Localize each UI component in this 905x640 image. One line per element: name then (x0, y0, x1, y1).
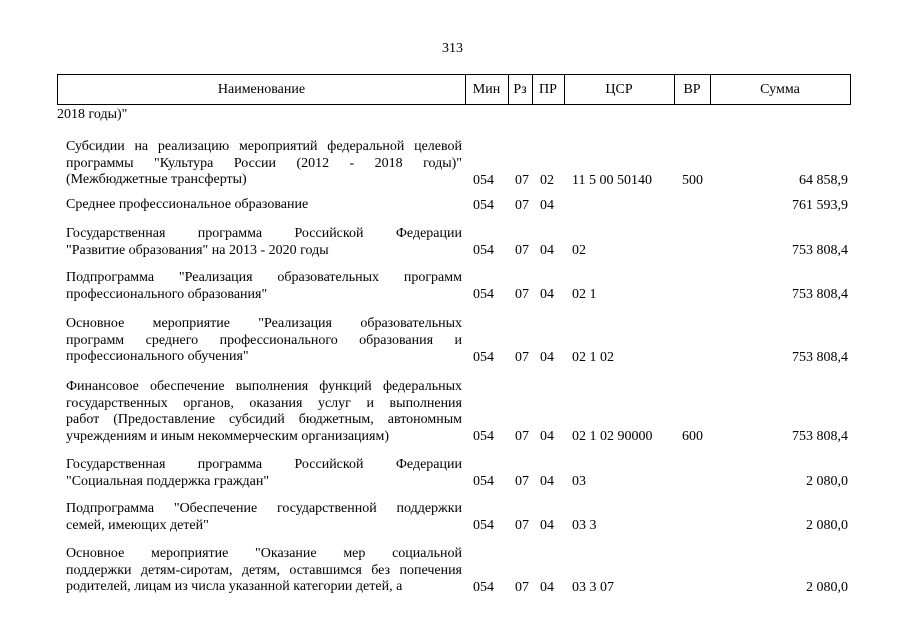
row-name-line: государственных органов, оказания услуг и выполнения (66, 395, 462, 411)
row-rz: 07 (515, 474, 529, 490)
row-min: 054 (473, 243, 494, 259)
row-name-line: "Социальная поддержка граждан" (66, 473, 270, 489)
row-name-line: Основное мероприятие "Реализация образовательных (66, 316, 462, 331)
row-csr: 02 (572, 243, 586, 259)
row-pr: 04 (540, 579, 554, 595)
row-vr: 600 (682, 429, 703, 445)
row-rz: 07 (515, 579, 529, 595)
row-name-line: Государственная программа Российской Федерации (66, 226, 462, 241)
row-rz: 07 (515, 243, 529, 259)
row-name-line: Среднее профессиональное образование (66, 197, 309, 212)
row-sum: 2 080,0 (806, 579, 848, 595)
row-csr: 02 1 02 (572, 349, 614, 365)
row-name (66, 379, 462, 445)
row-name-line: Финансовое обеспечение выполнения функций федеральных (66, 379, 462, 394)
row-min: 054 (473, 518, 494, 534)
row-name-line: работ (Предоставление субсидий бюджетным, автономным (66, 412, 462, 428)
row-name (66, 139, 462, 189)
row-sum: 753 808,4 (792, 349, 848, 365)
row-rz: 07 (515, 518, 529, 534)
row-name-line: профессионального обучения" (66, 349, 249, 365)
row-name-line: Основное мероприятие "Оказание мер социальной (66, 546, 462, 561)
row-pr: 04 (540, 349, 554, 365)
carryover-text: 2018 годы)" (57, 107, 128, 122)
row-csr: 03 (572, 474, 586, 490)
header-pr: ПР (539, 82, 557, 97)
row-sum: 753 808,4 (792, 429, 848, 445)
header-name: Наименование (217, 82, 306, 97)
row-min: 054 (473, 197, 494, 213)
row-name (66, 270, 462, 303)
row-pr: 04 (540, 518, 554, 534)
row-pr: 04 (540, 429, 554, 445)
header-csr: ЦСР (605, 82, 633, 97)
row-rz: 07 (515, 349, 529, 365)
row-min: 054 (473, 474, 494, 490)
row-name-line: Государственная программа Российской Федерации (66, 457, 462, 472)
row-name-line: программы "Культура России (2012 - 2018 годы)" (66, 155, 462, 171)
row-name-line: поддержки детям-сиротам, детям, оставшимся без попечения (66, 562, 462, 578)
row-name (66, 226, 462, 259)
row-name-line: "Развитие образования" на 2013 - 2020 годы (66, 242, 329, 258)
row-name (66, 546, 462, 596)
row-sum: 2 080,0 (806, 474, 848, 490)
row-sum: 64 858,9 (799, 172, 848, 188)
row-min: 054 (473, 172, 494, 188)
row-name-line: профессионального образования" (66, 286, 268, 302)
row-rz: 07 (515, 172, 529, 188)
row-csr: 11 5 00 50140 (572, 172, 652, 188)
row-vr: 500 (682, 172, 703, 188)
header-sum: Сумма (760, 82, 800, 97)
row-rz: 07 (515, 197, 529, 213)
row-min: 054 (473, 579, 494, 595)
row-sum: 753 808,4 (792, 287, 848, 303)
row-csr: 02 1 (572, 287, 597, 303)
page-number: 313 (442, 41, 463, 56)
row-pr: 04 (540, 197, 554, 213)
row-name-line: Субсидии на реализацию мероприятий федеральной целевой (66, 139, 462, 154)
row-name-line: программ среднего профессионального образования и (66, 332, 462, 348)
row-name-line: учреждениям и иным некоммерческим организациям) (66, 428, 390, 444)
row-sum: 761 593,9 (792, 197, 848, 213)
header-rz: Рз (513, 82, 527, 97)
row-sum: 2 080,0 (806, 518, 848, 534)
header-vr: ВР (683, 82, 701, 97)
row-name-line: родителей, лицам из числа указанной категории детей, а (66, 579, 403, 595)
row-pr: 04 (540, 243, 554, 259)
row-name (66, 316, 462, 366)
row-csr: 02 1 02 90000 (572, 429, 653, 445)
row-csr: 03 3 (572, 518, 597, 534)
row-rz: 07 (515, 429, 529, 445)
table-header (57, 74, 851, 105)
row-name-line: Подпрограмма "Реализация образовательных программ (66, 270, 462, 285)
header-min: Мин (472, 82, 501, 97)
row-name (66, 197, 462, 214)
row-name-line: (Межбюджетные трансферты) (66, 172, 247, 188)
row-rz: 07 (515, 287, 529, 303)
row-name (66, 501, 462, 534)
row-name (66, 457, 462, 490)
row-min: 054 (473, 287, 494, 303)
row-pr: 02 (540, 172, 554, 188)
row-name-line: Подпрограмма "Обеспечение государственной поддержки (66, 501, 462, 516)
row-min: 054 (473, 349, 494, 365)
row-min: 054 (473, 429, 494, 445)
row-name-line: семей, имеющих детей" (66, 517, 209, 533)
row-pr: 04 (540, 287, 554, 303)
row-sum: 753 808,4 (792, 243, 848, 259)
row-csr: 03 3 07 (572, 579, 614, 595)
row-pr: 04 (540, 474, 554, 490)
